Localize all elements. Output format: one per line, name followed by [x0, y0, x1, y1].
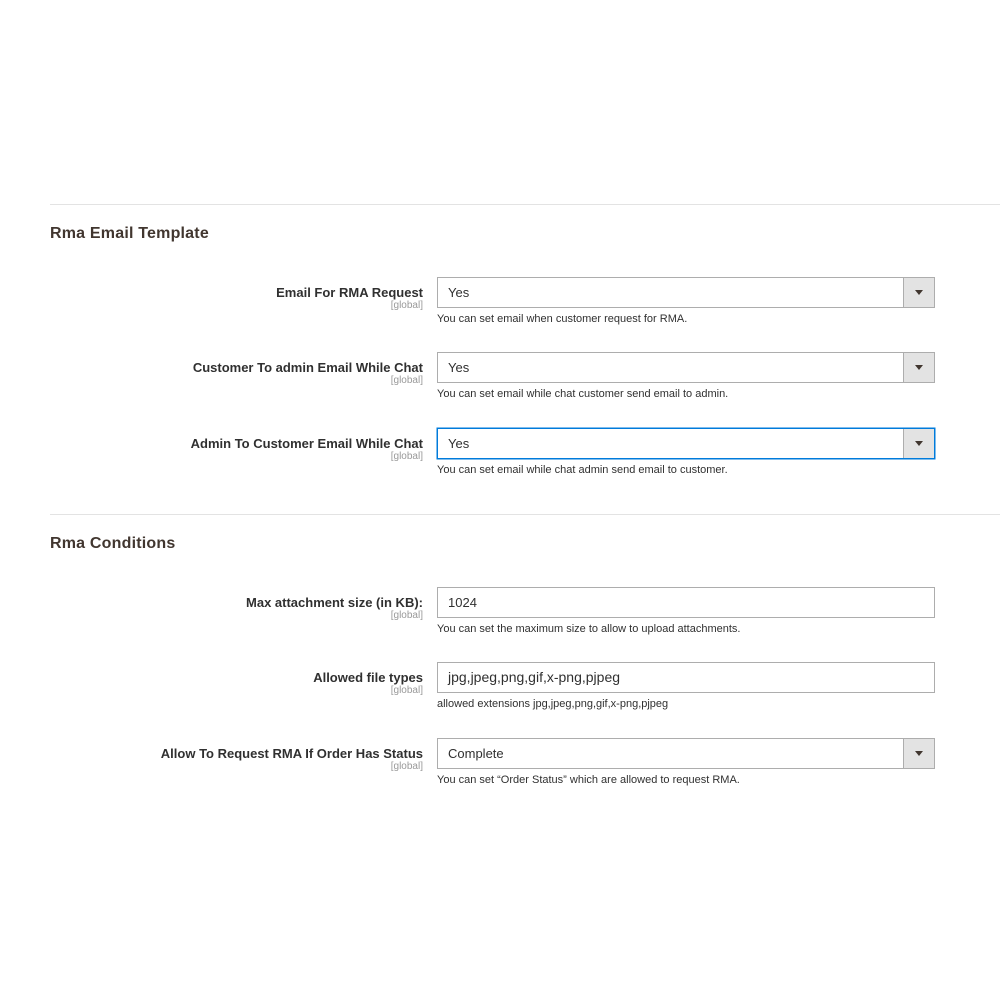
allowed-file-types-input[interactable]: [437, 662, 935, 693]
field-label-box: [161, 746, 423, 773]
field-note: You can set “Order Status” which are allowed to request RMA.: [437, 774, 740, 786]
admin-to-customer-email-select[interactable]: [437, 428, 935, 459]
chevron-down-icon[interactable]: [903, 278, 934, 307]
customer-to-admin-email-select[interactable]: [437, 352, 935, 383]
input-value: jpg,jpeg,png,gif,x-png,pjpeg: [448, 669, 621, 685]
field-email-for-rma-request: [50, 285, 1000, 345]
field-note: allowed extensions jpg,jpeg,png,gif,x-png,pjpeg: [437, 698, 669, 710]
field-label-box: [313, 670, 423, 697]
field-note: You can set email while chat customer send email to admin.: [437, 388, 729, 400]
field-note: You can set email while chat admin send email to customer.: [437, 464, 728, 476]
field-label: Allowed file types: [313, 670, 423, 685]
input-value: 1024: [448, 595, 477, 610]
chevron-down-icon[interactable]: [903, 429, 934, 458]
select-value: Yes: [448, 436, 470, 451]
field-max-attachment-size: [50, 595, 1000, 655]
scope-label: [global]: [390, 685, 423, 696]
scope-label: [global]: [390, 761, 423, 772]
field-allowed-file-types: [50, 670, 1000, 730]
field-note: You can set the maximum size to allow to upload attachments.: [437, 623, 741, 635]
field-allow-request-rma-order-status: [50, 746, 1000, 806]
field-label: Admin To Customer Email While Chat: [190, 436, 423, 451]
section-title[interactable]: Rma Email Template: [50, 225, 209, 242]
max-attachment-size-input[interactable]: [437, 587, 935, 618]
field-label: Max attachment size (in KB):: [246, 595, 423, 610]
field-label: Allow To Request RMA If Order Has Status: [160, 746, 423, 761]
field-label: Email For RMA Request: [276, 285, 423, 300]
field-label-box: [191, 436, 423, 463]
field-label-box: [246, 595, 423, 622]
scope-label: [global]: [390, 300, 423, 311]
email-for-rma-request-select[interactable]: [437, 277, 935, 308]
section-rma-conditions: [50, 514, 1000, 815]
chevron-down-icon[interactable]: [903, 353, 934, 382]
field-label: Customer To admin Email While Chat: [192, 360, 423, 375]
scope-label: [global]: [390, 375, 423, 386]
field-admin-to-customer-email: [50, 436, 1000, 496]
scope-label: [global]: [390, 610, 423, 621]
field-label-box: [276, 285, 423, 312]
field-note: You can set email when customer request for RMA.: [437, 313, 688, 325]
section-title[interactable]: Rma Conditions: [50, 535, 176, 552]
field-customer-to-admin-email: [50, 360, 1000, 420]
chevron-down-icon[interactable]: [903, 739, 934, 768]
select-value: Yes: [448, 360, 470, 375]
order-status-select[interactable]: [437, 738, 935, 769]
section-rma-email-template: [50, 204, 1000, 505]
select-value: Yes: [448, 285, 470, 300]
select-value: Complete: [448, 746, 504, 761]
scope-label: [global]: [390, 451, 423, 462]
field-label-box: [193, 360, 423, 387]
